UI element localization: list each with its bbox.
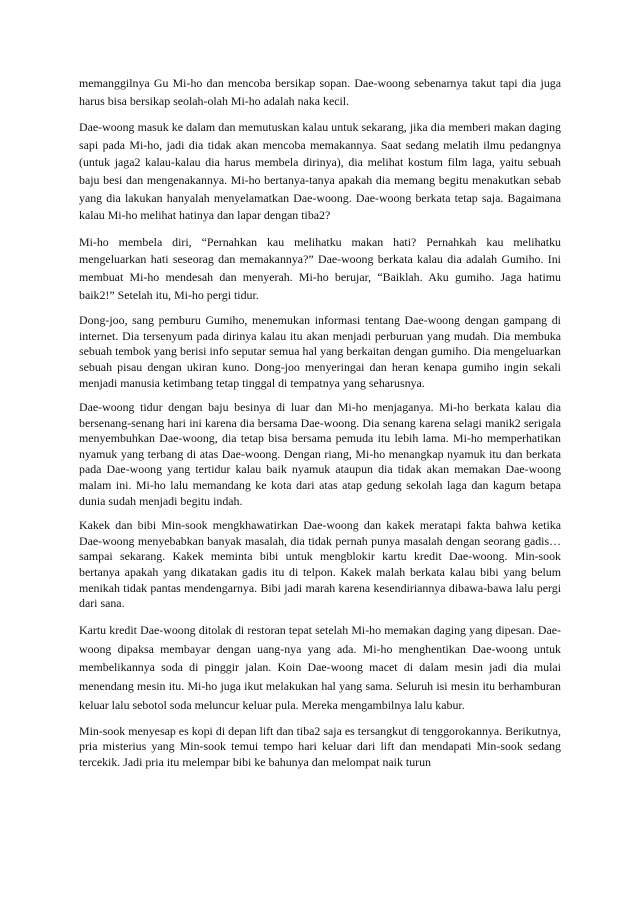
paragraph-1: memanggilnya Gu Mi-ho dan mencoba bersikap sopan. Dae-woong sebenarnya takut tapi dia juga harus bisa bersikap seolah-olah Mi-ho adalah naka kecil. [79, 76, 561, 108]
paragraph-7: Kartu kredit Dae-woong ditolak di restoran tepat setelah Mi-ho memakan daging yang dipesan. Dae-woong dipaksa membayar dengan uang-nya yang ada. Mi-ho menghentikan Dae-woong untuk membelikannya soda di pinggir jalan. Koin Dae-woong macet di dalam mesin jadi dia mulai menendang mesin itu. Mi-ho juga ikut melakukan hal yang sama. Seluruh isi mesin itu berhamburan keluar lalu sebotol soda meluncur keluar pula. Mereka mengambilnya lalu kabur. [79, 622, 561, 712]
paragraph-4: Dong-joo, sang pemburu Gumiho, menemukan informasi tentang Dae-woong dengan gampang di internet. Dia tersenyum pada dirinya kalau itu akan menjadi perburuan yang mudah. Dia membuka sebuah tembok yang berisi info seputar semua hal yang berkaitan dengan gumiho. Dia mengeluarkan sebuah pisau dengan ukiran kuno. Dong-joo menyeringai dan heran kenapa gumiho ingin sekali menjadi manusia ketimbang tetap tinggal di tempatnya yang seharusnya. [79, 313, 561, 390]
paragraph-5: Dae-woong tidur dengan baju besinya di luar dan Mi-ho menjaganya. Mi-ho berkata kalau dia bersenang-senang hari ini karena dia bersama Dae-woong. Dia senang karena selagi manik2 serigala menyembuhkan Dae-woong, dia tetap bisa bersama pemuda itu lebih lama. Mi-ho memperhatikan nyamuk yang terbang di atas Dae-woong. Dengan riang, Mi-ho menangkap nyamuk itu dan berkata pada Dae-woong yang tertidur kalau baik nyamuk ataupun dia tidak akan memakan Dae-woong malam ini. Mi-ho lalu memandang ke kota dari atas atap gedung sekolah laga dan kagum betapa dunia sudah menjadi begitu indah. [79, 400, 561, 508]
paragraph-8: Min-sook menyesap es kopi di depan lift dan tiba2 saja es tersangkut di tenggorokannya. Berikutnya, pria misterius yang Min-sook temui tempo hari keluar dari lift dan mendapati Min-sook sedang tercekik. Jadi pria itu melempar bibi ke bahunya dan melompat naik turun [79, 723, 561, 769]
paragraph-3: Mi-ho membela diri, “Pernahkan kau melihatku makan hati? Pernahkah kau melihatku mengeluarkan hati seseorag dan memakannya?” Dae-woong berkata kalau dia adalah Gumiho. Ini membuat Mi-ho mendesah dan menyerah. Mi-ho berujar, “Baiklah. Aku gumiho. Jaga hatimu baik2!” Setelah itu, Mi-ho pergi tidur. [79, 234, 561, 302]
paragraph-6: Kakek dan bibi Min-sook mengkhawatirkan Dae-woong dan kakek meratapi fakta bahwa ketika Dae-woong menyebabkan banyak masalah, dia tidak pernah punya masalah dengan seorang gadis… sampai sekarang. Kakek meminta bibi untuk mengblokir kartu kredit Dae-woong. Min-sook bertanya apakah yang dikatakan gadis itu di telpon. Kakek malah berkata kalau bibi yang belum menikah tidak pantas mendengarnya. Bibi jadi marah karena kesendiriannya dibawa-bawa lalu pergi dari sana. [79, 518, 561, 611]
paragraph-2: Dae-woong masuk ke dalam dan memutuskan kalau untuk sekarang, jika dia memberi makan daging sapi pada Mi-ho, jadi dia tidak akan mencoba memakannya. Saat sedang melatih ilmu pedangnya (untuk jaga2 kalau-kalau dia harus membela dirinya), dia melihat kostum film laga, yaitu sebuah baju besi dan mengenakannya. Mi-ho bertanya-tanya apakah dia memang begitu menakutkan sebab yang dia lakukan hanyalah menyelamatkan Dae-woong. Dae-woong berkata tetap saja. Bagaimana kalau Mi-ho melihat hatinya dan lapar dengan tiba2? [79, 120, 561, 223]
document-body [79, 75, 561, 780]
